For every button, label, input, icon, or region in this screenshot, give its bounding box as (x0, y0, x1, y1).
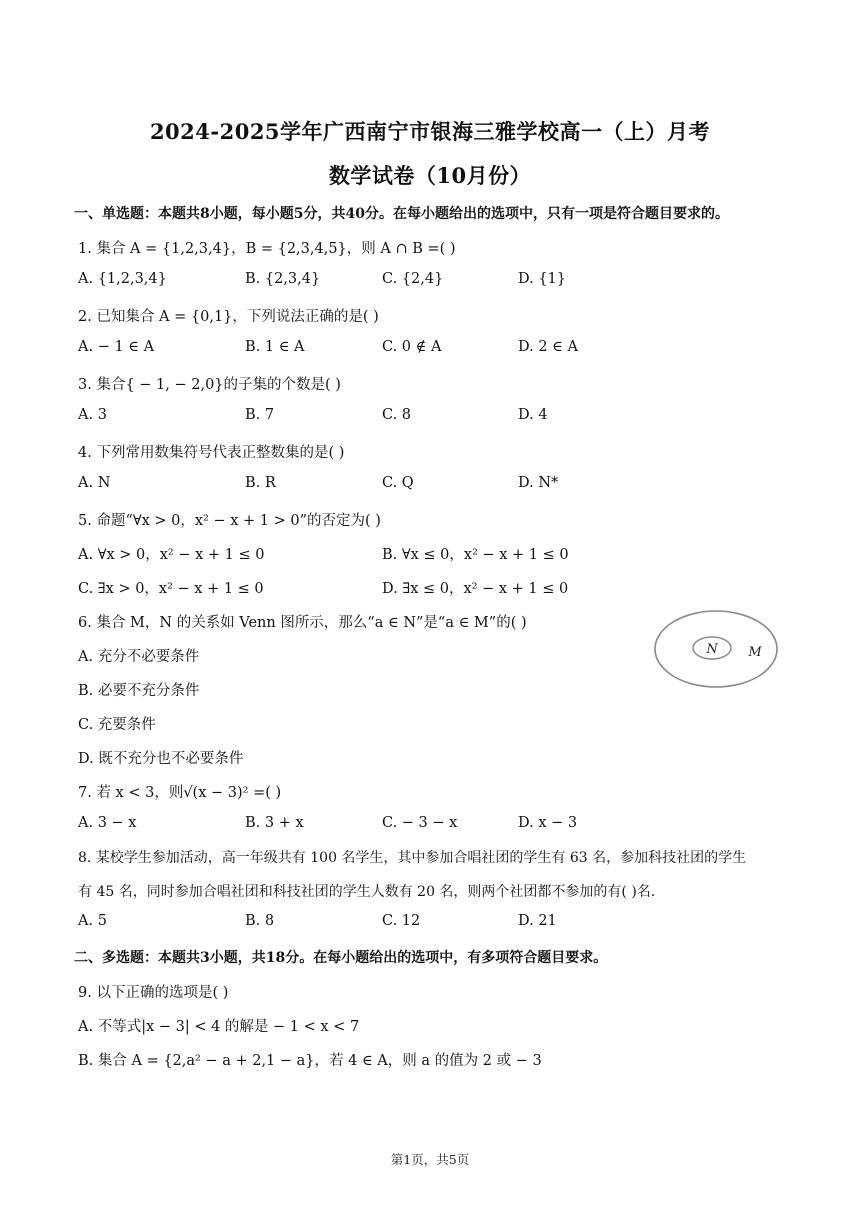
q9-option-b: B. 集合 A = {2,a² − a + 2,1 − a}，若 4 ∈ A，则 a 的值为 2 或 − 3 (78, 1053, 542, 1069)
q7-option-b: B. 3 + x (245, 815, 304, 831)
q4-option-d: D. N* (518, 475, 559, 491)
question-4-stem: 4. 下列常用数集符号代表正整数集的是( ) (78, 445, 345, 461)
q5-option-a: A. ∀x > 0，x² − x + 1 ≤ 0 (78, 547, 265, 563)
page-footer: 第1页，共5页 (390, 1152, 470, 1167)
q6-option-c: C. 充要条件 (78, 717, 156, 733)
q5-option-b: B. ∀x ≤ 0，x² − x + 1 ≤ 0 (382, 547, 569, 563)
q7-option-a: A. 3 − x (78, 815, 137, 831)
q6-option-b: B. 必要不充分条件 (78, 683, 200, 699)
q5-option-c: C. ∃x > 0，x² − x + 1 ≤ 0 (78, 581, 264, 597)
question-3-stem: 3. 集合{ − 1, − 2,0}的子集的个数是( ) (78, 377, 341, 393)
question-8-stem-line2: 有 45 名，同时参加合唱社团和科技社团的学生人数有 20 名，则两个社团都不参加的有( )名. (78, 884, 656, 900)
question-6-stem: 6. 集合 M，N 的关系如 Venn 图所示，那么“a ∈ N”是“a ∈ M”的( ) (78, 615, 527, 631)
question-8-stem-line1: 8. 某校学生参加活动，高一年级共有 100 名学生，其中参加合唱社团的学生有 63 名，参加科技社团的学生 (78, 850, 747, 866)
question-9-stem: 9. 以下正确的选项是( ) (78, 985, 229, 1001)
q8-option-b: B. 8 (245, 913, 275, 929)
section-1-heading: 一、单选题：本题共8小题，每小题5分，共40分。在每小题给出的选项中，只有一项是符合题目要求的。 (74, 206, 729, 222)
q3-option-a: A. 3 (78, 407, 107, 423)
q4-option-c: C. Q (382, 475, 414, 491)
q2-option-b: B. 1 ∈ A (245, 339, 305, 355)
question-1-stem: 1. 集合 A = {1,2,3,4}，B = {2,3,4,5}，则 A ∩ B =( ) (78, 241, 456, 257)
question-7-stem: 7. 若 x < 3，则√(x − 3)² =( ) (78, 785, 282, 801)
q8-option-d: D. 21 (518, 913, 557, 929)
q3-option-d: D. 4 (518, 407, 548, 423)
q1-option-d: D. {1} (518, 271, 567, 287)
q9-option-a: A. 不等式|x − 3| < 4 的解是 − 1 < x < 7 (78, 1019, 360, 1035)
q6-option-d: D. 既不充分也不必要条件 (78, 751, 244, 767)
q8-option-c: C. 12 (382, 913, 421, 929)
q1-option-a: A. {1,2,3,4} (78, 271, 167, 287)
q4-option-b: B. R (245, 475, 276, 491)
q3-option-c: C. 8 (382, 407, 412, 423)
q2-option-a: A. − 1 ∈ A (78, 339, 155, 355)
q1-option-b: B. {2,3,4} (245, 271, 321, 287)
q7-option-c: C. − 3 − x (382, 815, 458, 831)
question-5-stem: 5. 命题“∀x > 0，x² − x + 1 > 0”的否定为( ) (78, 513, 381, 529)
venn-label-n: N (706, 642, 718, 657)
venn-diagram (652, 607, 780, 691)
q6-option-a: A. 充分不必要条件 (78, 649, 200, 665)
section-2-heading: 二、多选题：本题共3小题，共18分。在每小题给出的选项中，有多项符合题目要求。 (74, 950, 608, 966)
q5-option-d: D. ∃x ≤ 0，x² − x + 1 ≤ 0 (382, 581, 569, 597)
q4-option-a: A. N (78, 475, 111, 491)
q2-option-d: D. 2 ∈ A (518, 339, 578, 355)
q2-option-c: C. 0 ∉ A (382, 339, 442, 355)
q1-option-c: C. {2,4} (382, 271, 444, 287)
q8-option-a: A. 5 (78, 913, 107, 929)
exam-title-line1: 2024-2025学年广西南宁市银海三雅学校高一（上）月考 (149, 119, 711, 144)
venn-label-m: M (748, 645, 762, 660)
question-2-stem: 2. 已知集合 A = {0,1}，下列说法正确的是( ) (78, 309, 379, 325)
q7-option-d: D. x − 3 (518, 815, 578, 831)
q3-option-b: B. 7 (245, 407, 275, 423)
exam-title-line2: 数学试卷（10月份） (328, 163, 532, 188)
